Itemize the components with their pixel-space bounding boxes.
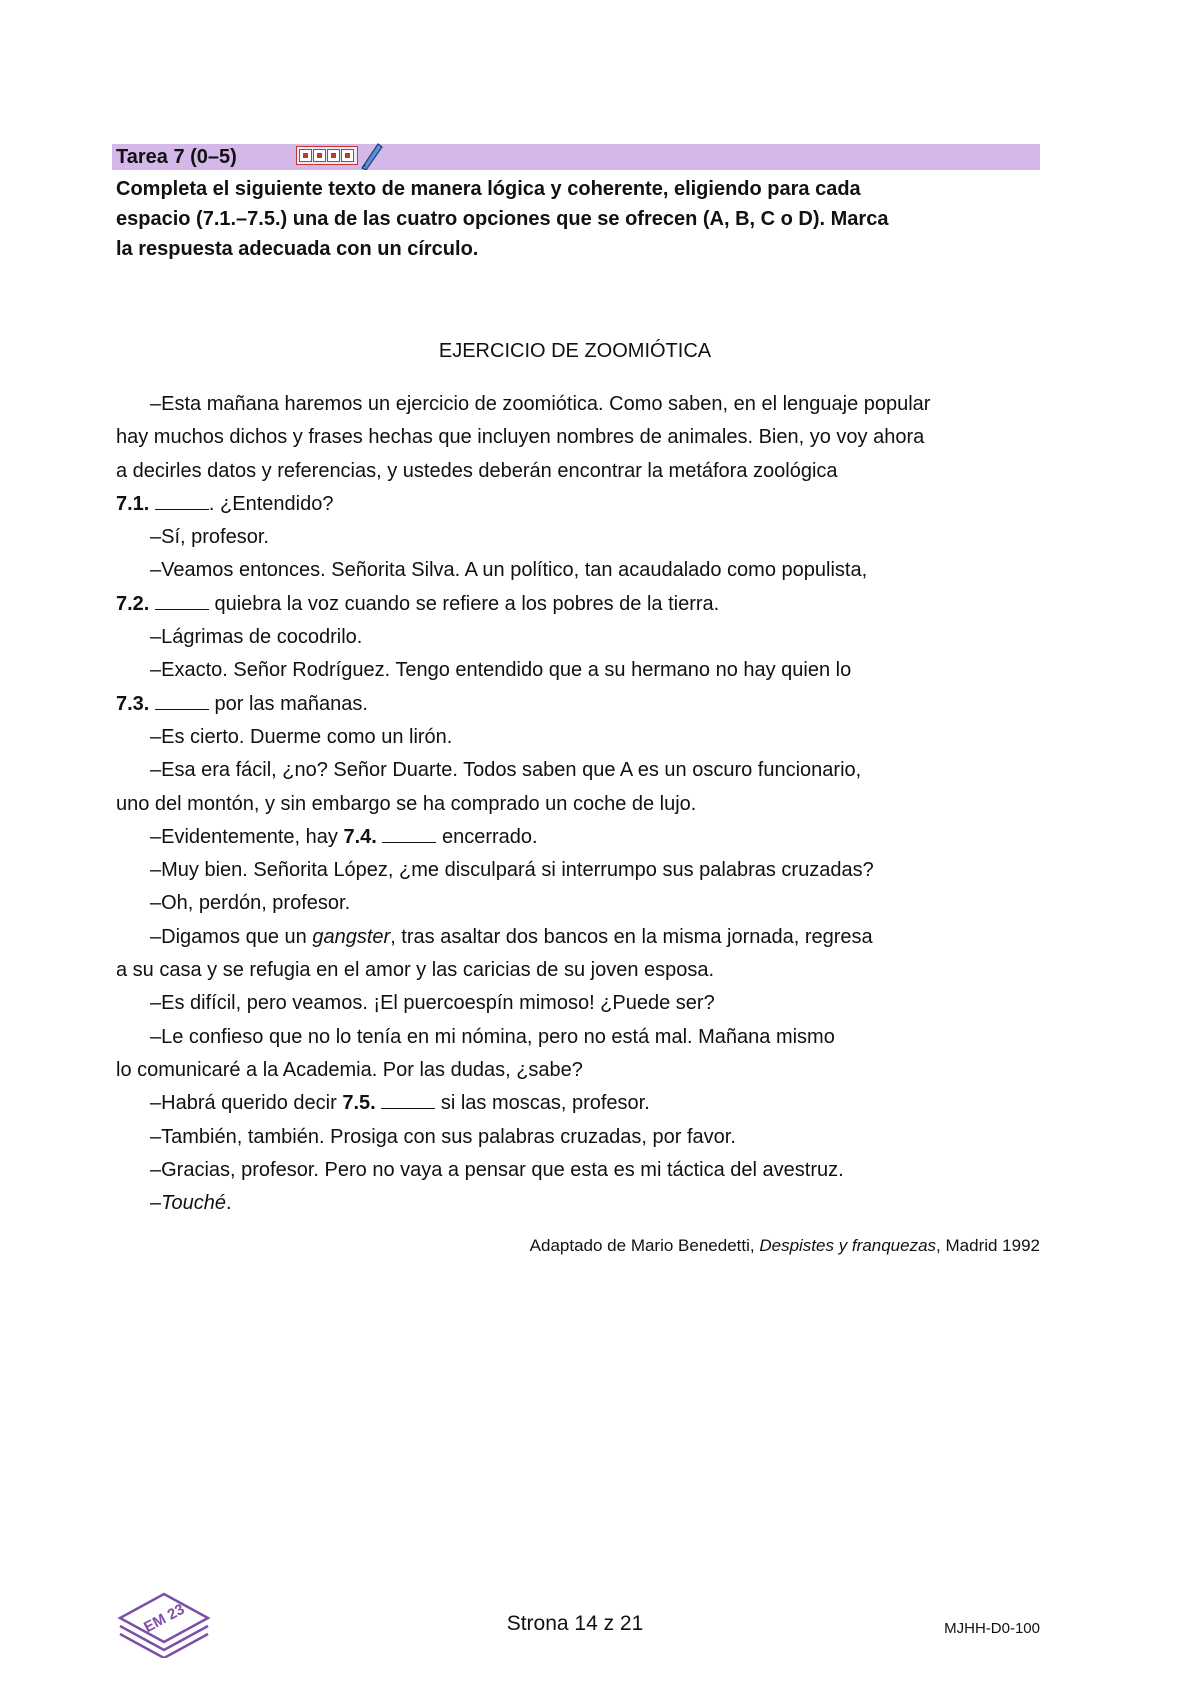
story-line — [116, 688, 1046, 721]
gap-number: 7.5. — [342, 1092, 376, 1115]
source-text: Adaptado de Mario Benedetti, — [529, 1236, 760, 1255]
story-line: –Sí, profesor. — [150, 526, 269, 549]
instruction-line: Completa el siguiente texto de manera lógica y coherente, eligiendo para cada — [116, 178, 861, 200]
story-line: –Es cierto. Duerme como un lirón. — [150, 725, 453, 748]
story-text-span: –Digamos que un — [150, 925, 307, 948]
story-text-span: encerrado. — [441, 825, 538, 848]
task-icons — [296, 140, 384, 170]
pencil-icon — [358, 140, 384, 170]
story-line: –Esa era fácil, ¿no? Señor Duarte. Todos saben que A es un oscuro funcionario, — [150, 759, 862, 782]
gap-number: 7.4. — [343, 825, 377, 848]
story-text-span: . — [226, 1192, 232, 1215]
story-text-span: – — [150, 1192, 162, 1215]
gap-blank — [381, 1090, 435, 1109]
story-line: uno del montón, y sin embargo se ha comprado un coche de lujo. — [116, 792, 697, 815]
source-text: , Madrid 1992 — [936, 1236, 1040, 1255]
gap-blank — [155, 691, 209, 710]
answer-boxes-icon — [296, 146, 358, 165]
task-header-bar — [112, 144, 1040, 170]
story-text-span: . ¿Entendido? — [208, 492, 334, 515]
exam-code: MJHH-D0-100 — [944, 1620, 1040, 1637]
story-text-span: quiebra la voz cuando se refiere a los pobres de la tierra. — [214, 592, 720, 615]
instruction-line: la respuesta adecuada con un círculo. — [116, 238, 479, 260]
story-text-span: , tras asaltar dos bancos en la misma jornada, regresa — [390, 925, 873, 948]
instruction-line: espacio (7.1.–7.5.) una de las cuatro opciones que se ofrecen (A, B, C o D). Marca — [116, 208, 889, 230]
story-italic-word: gangster — [312, 925, 391, 948]
story-line — [116, 588, 1046, 621]
story-text — [116, 388, 1046, 1220]
story-line: –Esta mañana haremos un ejercicio de zoomiótica. Como saben, en el lenguaje popular — [150, 393, 931, 415]
story-line: hay muchos dichos y frases hechas que incluyen nombres de animales. Bien, yo voy ahora — [116, 426, 925, 449]
story-text-span: –Habrá querido decir — [150, 1092, 337, 1115]
story-line: lo comunicaré a la Academia. Por las dudas, ¿sabe? — [116, 1058, 583, 1081]
gap-number: 7.2. — [116, 592, 150, 615]
story-line: –Lágrimas de cocodrilo. — [150, 626, 363, 649]
story-line — [116, 921, 1046, 954]
story-line: –Veamos entonces. Señorita Silva. A un político, tan acaudalado como populista, — [150, 559, 868, 582]
story-line: –Exacto. Señor Rodríguez. Tengo entendido que a su hermano no hay quien lo — [150, 659, 852, 682]
story-italic-word: Touché — [161, 1192, 226, 1215]
source-citation — [530, 1236, 1040, 1256]
story-text-span: –Evidentemente, hay — [150, 825, 338, 848]
story-line: –Le confieso que no lo tenía en mi nómina, pero no está mal. Mañana mismo — [150, 1025, 835, 1048]
gap-blank — [155, 491, 209, 510]
story-line: a su casa y se refugia en el amor y las caricias de su joven esposa. — [116, 959, 715, 982]
story-line: a decirles datos y referencias, y ustedes deberán encontrar la metáfora zoológica — [116, 459, 838, 482]
story-line: –Gracias, profesor. Pero no vaya a pensar que esta es mi táctica del avestruz. — [150, 1158, 844, 1181]
task-instructions — [116, 174, 1016, 264]
story-line: –Es difícil, pero veamos. ¡El puercoespín mimoso! ¿Puede ser? — [150, 992, 715, 1015]
story-text-span: por las mañanas. — [214, 692, 368, 715]
story-title: EJERCICIO DE ZOOMIÓTICA — [438, 340, 712, 362]
source-book-title: Despistes y franquezas — [759, 1236, 937, 1255]
gap-number: 7.1. — [116, 492, 150, 515]
story-line — [116, 1087, 1046, 1120]
story-line: –Muy bien. Señorita López, ¿me disculpará si interrumpo sus palabras cruzadas? — [150, 859, 874, 882]
gap-blank — [382, 824, 436, 843]
story-line: –Oh, perdón, profesor. — [150, 892, 351, 915]
story-text-span: si las moscas, profesor. — [440, 1092, 650, 1115]
logo-text: EM 23 — [141, 1600, 188, 1637]
story-line — [116, 488, 1046, 521]
task-title: Tarea 7 (0–5) — [116, 146, 237, 168]
gap-blank — [155, 591, 209, 610]
page-number: Strona 14 z 21 — [506, 1612, 644, 1635]
gap-number: 7.3. — [116, 692, 150, 715]
story-line: –También, también. Prosiga con sus palabras cruzadas, por favor. — [150, 1125, 736, 1148]
story-line — [116, 821, 1046, 854]
story-line — [116, 1187, 1046, 1220]
